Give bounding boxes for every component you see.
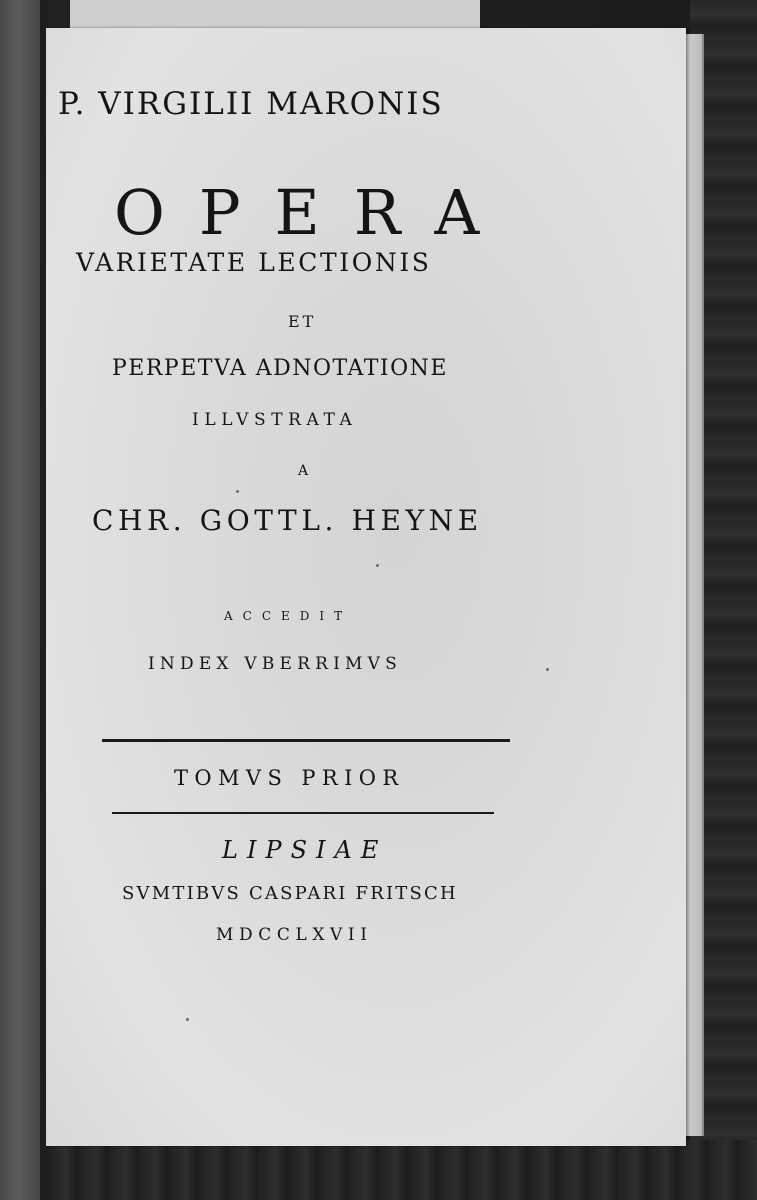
paper-speck [376,564,379,567]
imprint-publisher: SVMTIBVS CASPARI FRITSCH [122,883,458,904]
subtitle-line-4: ILLVSTRATA [192,410,358,430]
subtitle-line-1: VARIETATE LECTIONIS [76,248,432,277]
imprint-year: MDCCLXVII [216,925,373,945]
subtitle-line-3: PERPETVA ADNOTATIONE [112,356,448,381]
work-title: OPERA [114,176,514,249]
background-surface-bottom [48,1140,757,1200]
title-page [46,28,686,1146]
accedit-line: ACCEDIT [224,609,353,623]
upper-rule [102,739,510,742]
previous-leaf-fragment [70,0,480,29]
paper-speck [236,490,239,493]
lower-rule [112,812,494,814]
index-line: INDEX VBERRIMVS [148,654,402,674]
author-line: P. VIRGILII MARONIS [58,86,444,122]
editor-name: CHR. GOTTL. HEYNE [92,504,483,537]
paper-speck [546,668,549,671]
imprint-place: LIPSIAE [222,836,388,864]
subtitle-line-2: ET [288,312,317,331]
volume-line: TOMVS PRIOR [174,766,405,790]
by-line: A [298,463,309,479]
paper-speck [186,1018,189,1021]
